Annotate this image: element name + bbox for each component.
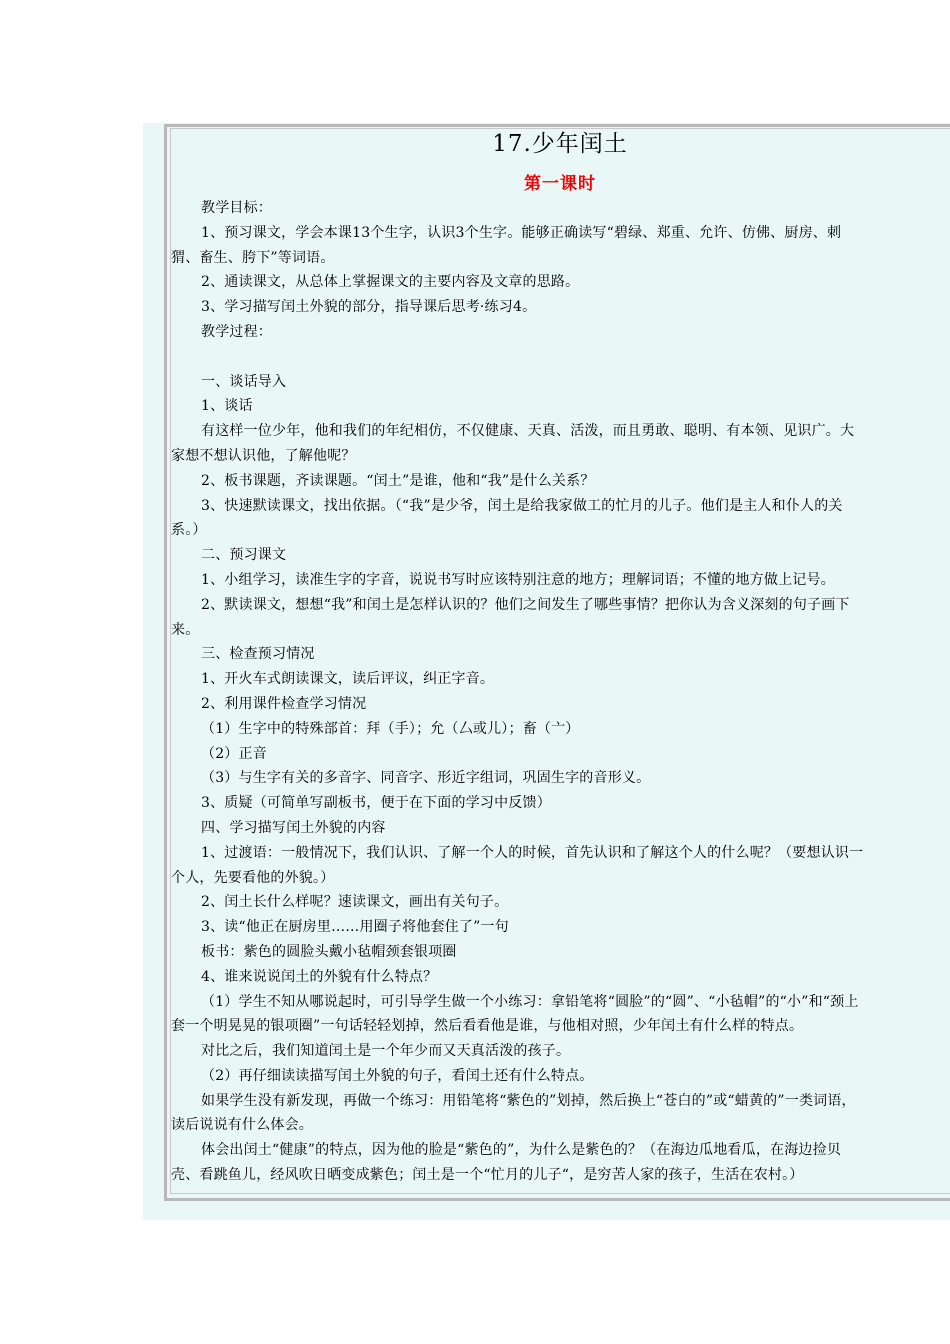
lesson-paragraph: 1、开火车式朗读课文，读后评议，纠正字音。	[201, 671, 495, 688]
lesson-paragraph: 对比之后，我们知道闰土是一个年少而又天真活泼的孩子。	[201, 1043, 571, 1060]
lesson-paragraph: 一、谈话导入	[201, 373, 287, 390]
lesson-paragraph: 1、预习课文，学会本课13个生字，认识3个生字。能够正确读写“碧绿、郑重、允许、仿佛、厨房、刺猬、畜生、胯下”等词语。	[171, 224, 842, 266]
lesson-paragraph: 3、读“他正在厨房里……用圈子将他套住了”一句	[201, 919, 509, 936]
lesson-paragraph: 4、谁来说说闰土的外貌有什么特点？	[201, 968, 438, 985]
lesson-paragraph: 三、检查预习情况	[201, 646, 315, 663]
lesson-paragraph: 2、闰土长什么样呢？速读课文，画出有关句子。	[201, 894, 509, 911]
lesson-paragraph: 1、小组学习，读准生字的字音，说说书写时应该特别注意的地方；理解词语；不懂的地方做上记号。	[201, 571, 835, 588]
lesson-paragraph: （1）学生不知从哪说起时，可引导学生做一个小练习：拿铅笔将“圆脸”的“圆”、“小毡帽”的“小”和“颈上套一个明晃晃的银项圈”一句话轻轻划掉，然后看看他是谁，与他相对照，少年闰土有什么样的特点。	[171, 993, 859, 1035]
lesson-paragraph: 教学目标：	[201, 200, 272, 216]
lesson-paragraph: 3、快速默读课文，找出依据。（“我”是少爷，闰土是给我家做工的忙月的儿子。他们是主人和仆人的关系。）	[171, 497, 843, 539]
lesson-paragraph: （2）再仔细读读描写闰土外貌的句子，看闰土还有什么特点。	[201, 1067, 594, 1084]
lesson-paragraph: 2、通读课文，从总体上掌握课文的主要内容及文章的思路。	[201, 274, 580, 291]
lesson-paragraph: （1）生字中的特殊部首：拜（手）；允（厶或儿）；畜（亠）	[201, 720, 580, 737]
lesson-paragraph: 2、默读课文，想想“我”和闰土是怎样认识的？他们之间发生了哪些事情？把你认为含义深刻的句子画下来。	[171, 596, 850, 638]
lesson-paragraph: 2、板书课题，齐读课题。“闰土”是谁，他和“我”是什么关系？	[201, 472, 595, 489]
lesson-paragraph: 3、学习描写闰土外貌的部分，指导课后思考·练习4。	[201, 299, 537, 316]
lesson-paragraph: 四、学习描写闰土外貌的内容	[201, 819, 386, 836]
lesson-paragraph: （2）正音	[201, 745, 267, 762]
lesson-paragraph: 板书：紫色的圆脸头戴小毡帽颈套银项圈	[201, 943, 457, 960]
lesson-paragraph	[171, 345, 867, 370]
lesson-paragraph: 体会出闰土“健康”的特点，因为他的脸是“紫色的”，为什么是紫色的？（在海边瓜地看瓜，在海边捡贝壳、看跳鱼儿，经风吹日晒变成紫色；闰土是一个“忙月的儿子“，是穷苦人家的孩子，生活在农村。）	[171, 1142, 842, 1184]
page-title: 17.少年闰土	[492, 131, 628, 157]
lesson-paragraph: 如果学生没有新发现，再做一个练习：用铅笔将“紫色的”划掉，然后换上“苍白的”或“蜡黄的”一类词语，读后说说有什么体会。	[171, 1092, 856, 1134]
lesson-paragraph: 1、谈话	[201, 398, 253, 415]
lesson-paragraph: 3、质疑（可简单写副板书，便于在下面的学习中反馈）	[201, 795, 551, 812]
lesson-paragraph: 二、预习课文	[201, 547, 287, 564]
lesson-body	[171, 196, 867, 1188]
lesson-paragraph: 有这样一位少年，他和我们的年纪相仿，不仅健康、天真、活泼，而且勇敢、聪明、有本领、见识广。大家想不想认识他，了解他呢？	[171, 423, 855, 464]
lesson-subtitle: 第一课时	[524, 174, 596, 194]
lesson-paragraph: 2、利用课件检查学习情况	[201, 695, 367, 712]
lesson-paragraph: （3）与生字有关的多音字、同音字、形近字组词，巩固生字的音形义。	[201, 770, 651, 787]
lesson-paragraph: 教学过程：	[201, 323, 272, 340]
lesson-paragraph: 1、过渡语：一般情况下，我们认识、了解一个人的时候，首先认识和了解这个人的什么呢？（要想认识一个人，先要看他的外貌。）	[171, 844, 864, 886]
